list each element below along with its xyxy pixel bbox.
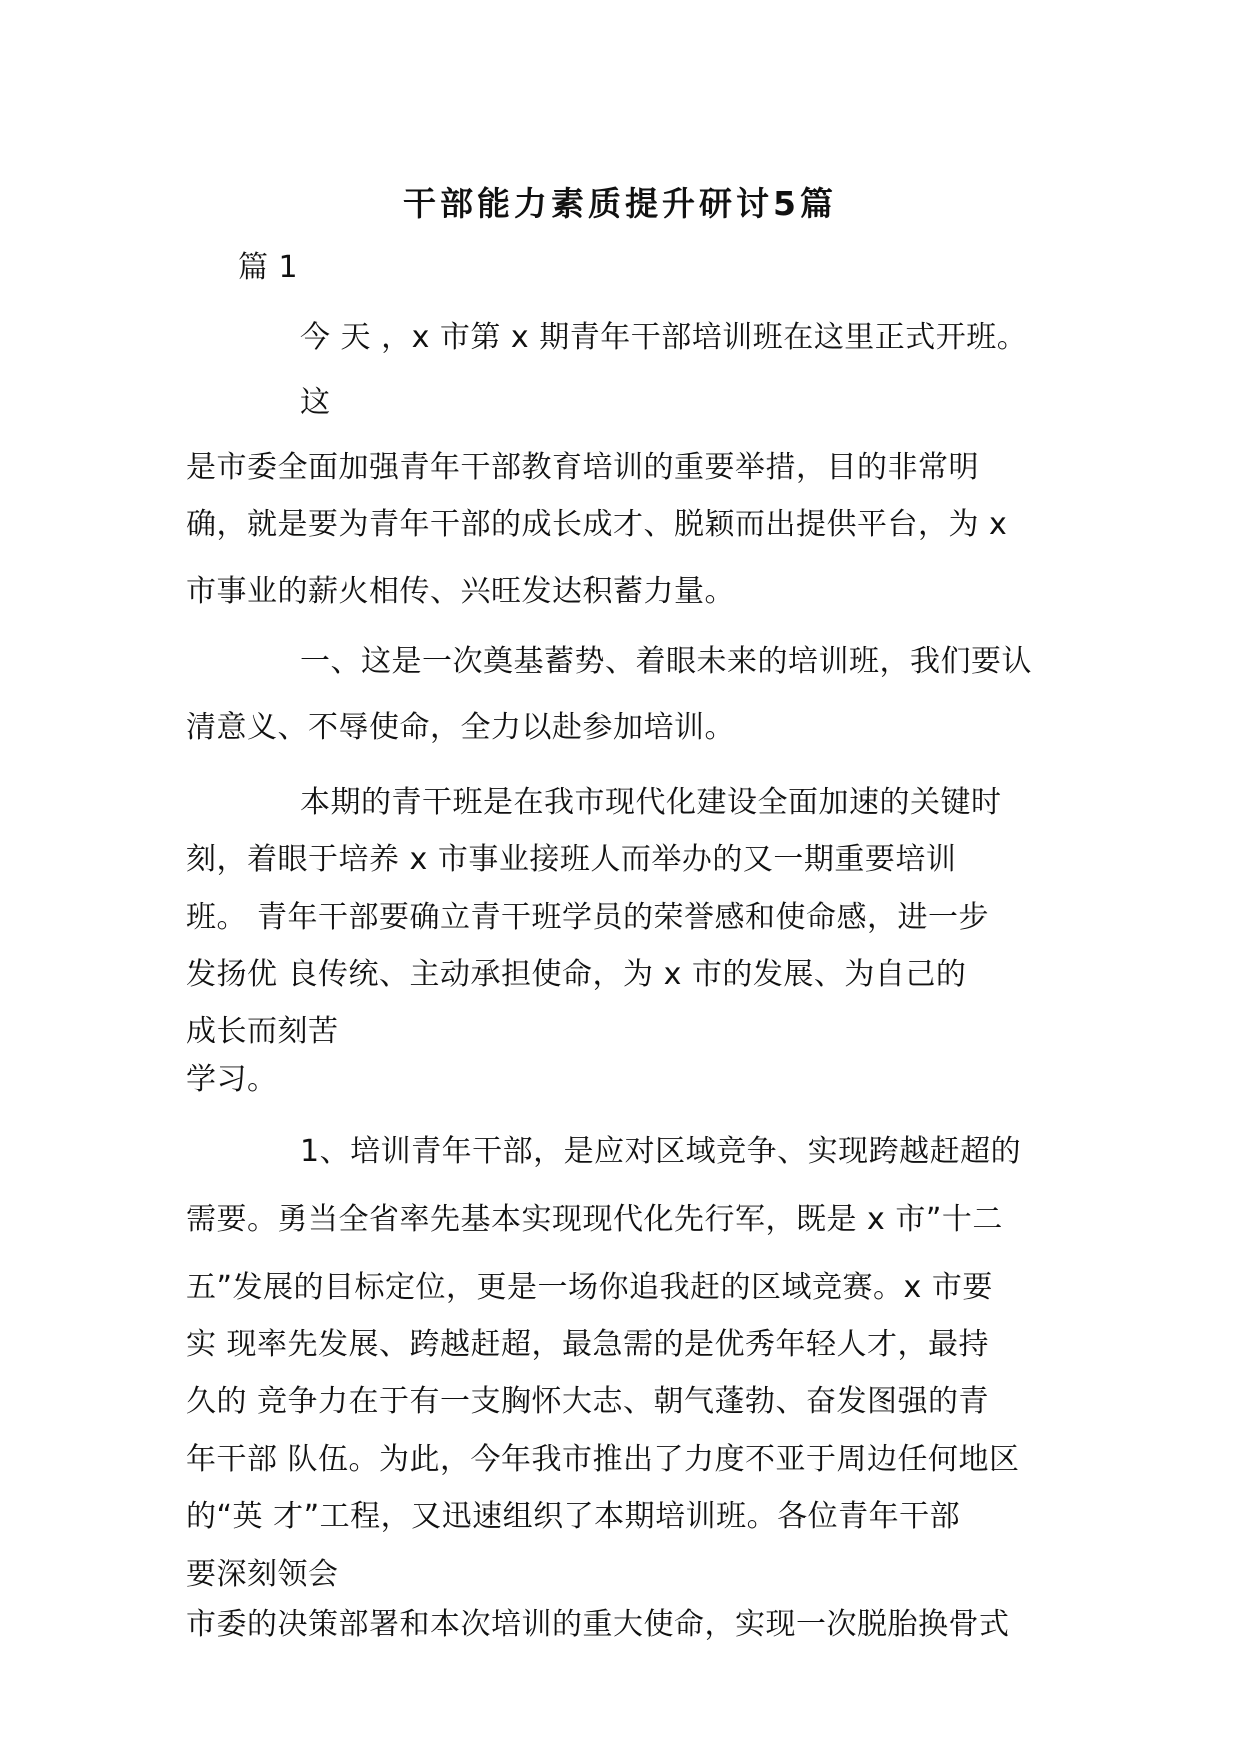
paragraph-line: 五”发展的目标定位，更是一场你追我赶的区域竞赛。x 市要 bbox=[186, 1270, 993, 1305]
paragraph-line: 发扬优 良传统、主动承担使命，为 x 市的发展、为自己的 bbox=[186, 957, 967, 992]
paragraph-line: 需要。勇当全省率先基本实现现代化先行军，既是 x 市”十二 bbox=[186, 1202, 1003, 1237]
paragraph-line: 1、培训青年干部，是应对区域竞争、实现跨越赶超的 bbox=[300, 1134, 1022, 1169]
paragraph-line: 清意义、不辱使命，全力以赴参加培训。 bbox=[186, 710, 735, 745]
paragraph-line: 成长而刻苦 bbox=[186, 1014, 339, 1049]
document-title: 干部能力素质提升研讨5篇 bbox=[403, 184, 837, 223]
paragraph-line: 学习。 bbox=[186, 1062, 278, 1097]
paragraph-line: 的“英 才”工程，又迅速组织了本期培训班。各位青年干部 bbox=[186, 1499, 961, 1534]
paragraph-line: 实 现率先发展、跨越赶超，最急需的是优秀年轻人才，最持 bbox=[186, 1327, 990, 1362]
paragraph-line: 市委的决策部署和本次培训的重大使命，实现一次脱胎换骨式 bbox=[186, 1607, 1010, 1642]
paragraph-line: 这 bbox=[300, 385, 331, 420]
section-label: 篇 1 bbox=[238, 250, 299, 285]
paragraph-line: 一、这是一次奠基蓄势、着眼未来的培训班，我们要认 bbox=[300, 644, 1032, 679]
paragraph-line: 班。 青年干部要确立青干班学员的荣誉感和使命感，进一步 bbox=[186, 900, 990, 935]
paragraph-line: 本期的青干班是在我市现代化建设全面加速的关键时 bbox=[300, 785, 1002, 820]
paragraph-line: 市事业的薪火相传、兴旺发达积蓄力量。 bbox=[186, 574, 735, 609]
paragraph-line: 刻，着眼于培养 x 市事业接班人而举办的又一期重要培训 bbox=[186, 842, 957, 877]
paragraph-line: 确，就是要为青年干部的成长成才、脱颖而出提供平台，为 x bbox=[186, 507, 1008, 542]
paragraph-line: 年干部 队伍。为此，今年我市推出了力度不亚于周边任何地区 bbox=[186, 1442, 1020, 1477]
paragraph-line: 要深刻领会 bbox=[186, 1557, 339, 1592]
paragraph-line: 久的 竞争力在于有一支胸怀大志、朝气蓬勃、奋发图强的青 bbox=[186, 1384, 990, 1419]
paragraph-line: 是市委全面加强青年干部教育培训的重要举措，目的非常明 bbox=[186, 450, 979, 485]
paragraph-line: 今 天 ，x 市第 x 期青年干部培训班在这里正式开班。 bbox=[300, 320, 1028, 355]
